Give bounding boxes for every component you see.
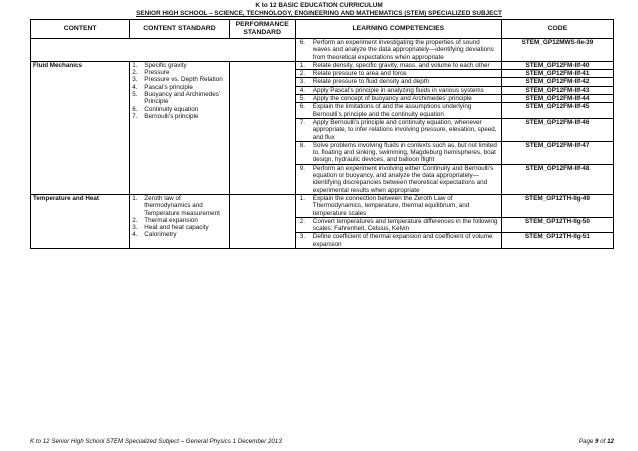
competency-code: STEM_GP12FM-IIf-44 bbox=[501, 95, 613, 103]
competency-code: STEM_GP12FM-IIf-47 bbox=[501, 141, 613, 164]
page-number: Page 9 of 12 bbox=[578, 438, 614, 445]
page-footer bbox=[30, 438, 614, 445]
competency-cell: 1. Explain the connection between the Zeroth Law of Thermodynamics, temperature, thermal equilibrium, and temperature scales bbox=[295, 194, 501, 217]
content-fluid-mechanics: Fluid Mechanics bbox=[31, 61, 130, 194]
col-header-learning-competencies: LEARNING COMPETENCIES bbox=[295, 20, 501, 39]
competency-code: STEM_GP12MWS-IIe-39 bbox=[501, 39, 613, 62]
curriculum-table bbox=[30, 19, 614, 249]
competency-code: STEM_GP12FM-IIf-46 bbox=[501, 118, 613, 141]
performance-standard-heat bbox=[229, 194, 295, 248]
competency-cell: 2. Convert temperatures and temperature differences in the following scales: Fahrenheit, Celsius, Kelvin bbox=[295, 217, 501, 233]
competency-code: STEM_GP12FM-IIf-42 bbox=[501, 78, 613, 86]
document-title: K to 12 BASIC EDUCATION CURRICULUM bbox=[255, 2, 383, 9]
competency-cell: 4. Apply Pascal’s principle in analyzing fluids in various systems bbox=[295, 86, 501, 94]
table-row bbox=[31, 61, 614, 69]
competency-cell: 3. Relate pressure to fluid density and depth bbox=[295, 78, 501, 86]
competency-cell: 8. Solve problems involving fluids in contexts such as, but not limited to, floating and sinking, swimming, Magdeburg hemispheres, boat design, hydraulic devices, and balloon flight bbox=[295, 141, 501, 164]
competency-cell: 6. Perform an experiment investigating the properties of sound waves and analyze the data appropriately—identifying deviations from theoretical expectations when appropriate bbox=[295, 39, 501, 62]
competency-cell: 7. Apply Bernoulli’s principle and continuity equation, whenever appropriate, to infer relations involving pressure, elevation, speed, and flux bbox=[295, 118, 501, 141]
competency-code: STEM_GP12FM-IIf-40 bbox=[501, 61, 613, 69]
competency-cell: 6. Explain the limitations of and the assumptions underlying Bernoulli’s principle and the continuity equation bbox=[295, 103, 501, 119]
table-row bbox=[31, 39, 614, 62]
competency-code: STEM_GP12FM-IIf-43 bbox=[501, 86, 613, 94]
competency-cell: 3. Define coefficient of thermal expansion and coefficient of volume expansion bbox=[295, 233, 501, 249]
col-header-content-standard: CONTENT STANDARD bbox=[130, 20, 229, 39]
competency-cell: 1. Relate density, specific gravity, mass, and volume to each other bbox=[295, 61, 501, 69]
competency-text: Perform an experiment investigating the properties of sound waves and analyze the data appropriately—identifying deviations from theoretical expectations when appropriate bbox=[312, 39, 494, 61]
competency-code: STEM_GP12FM-IIf-48 bbox=[501, 164, 613, 194]
competency-code: STEM_GP12TH-IIg-51 bbox=[501, 233, 613, 249]
competency-code: STEM_GP12TH-IIg-50 bbox=[501, 217, 613, 233]
col-header-performance-standard: PERFORMANCE STANDARD bbox=[229, 20, 295, 39]
competency-code: STEM_GP12FM-IIf-45 bbox=[501, 103, 613, 119]
content-standard-heat: 1. Zeroth law of thermodynamics and Temperature measurement 2. Thermal expansion 3. Heat and heat capacity 4. Calorimetry bbox=[130, 194, 229, 248]
competency-cell: 5. Apply the concept of buoyancy and Archimedes’ principle bbox=[295, 95, 501, 103]
competency-cell: 2. Relate pressure to area and force bbox=[295, 70, 501, 78]
content-standard-fluid: 1. Specific gravity 2. Pressure 3. Pressure vs. Depth Relation 4. Pascal’s principle 5. Buoyancy and Archimedes’ Principle 6. Continuity equation 7. Bernoulli’s principle bbox=[130, 61, 229, 194]
col-header-content: CONTENT bbox=[31, 20, 130, 39]
competency-code: STEM_GP12FM-IIf-41 bbox=[501, 70, 613, 78]
table-row bbox=[31, 194, 614, 217]
footer-document-label: K to 12 Senior High School STEM Specialized Subject – General Physics 1 December 2013 bbox=[30, 438, 282, 445]
table-header-row bbox=[31, 20, 614, 39]
performance-standard-fluid bbox=[229, 61, 295, 194]
document-subtitle: SENIOR HIGH SCHOOL – SCIENCE, TECHNOLOGY, ENGINEERING AND MATHEMATICS (STEM) SPECIALIZED SUBJECT bbox=[136, 10, 502, 17]
competency-code: STEM_GP12TH-IIg-49 bbox=[501, 194, 613, 217]
content-temperature-and-heat: Temperature and Heat bbox=[31, 194, 130, 248]
competency-cell: 9. Perform an experiment involving either Continuity and Bernoulli’s equation or buoyancy, and analyze the data appropriately—identifying discrepancies between theoretical expectations and experimental results when appropriate bbox=[295, 164, 501, 194]
col-header-code: CODE bbox=[501, 20, 613, 39]
